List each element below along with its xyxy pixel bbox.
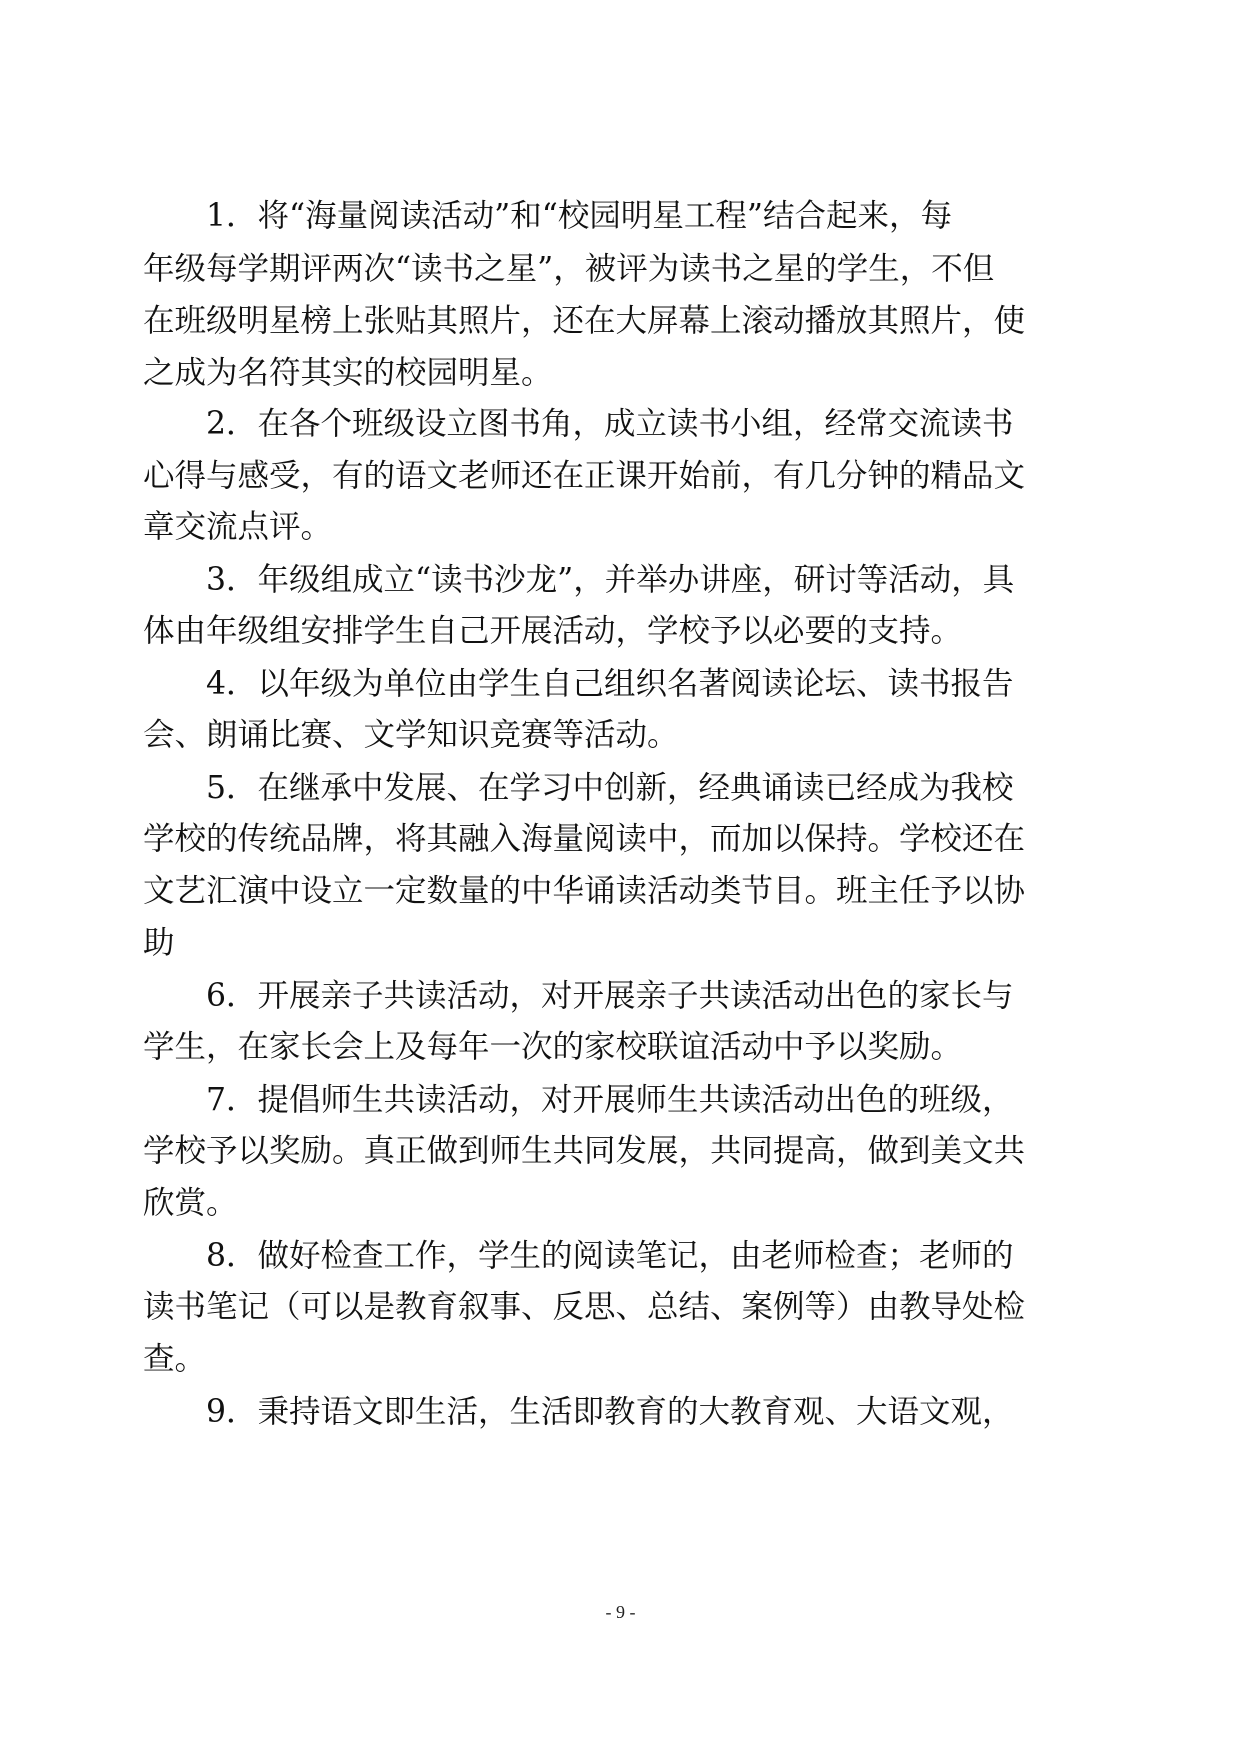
text-line: 7．提倡师生共读活动，对开展师生共读活动出色的班级， — [206, 1082, 1014, 1118]
text-line: 2．在各个班级设立图书角，成立读书小组，经常交流读书 — [206, 406, 1014, 442]
text-line: 9．秉持语文即生活，生活即教育的大教育观、大语文观， — [206, 1394, 1014, 1430]
text-line: 学生，在家长会上及每年一次的家校联谊活动中予以奖励。 — [143, 1029, 963, 1065]
text-line: 4．以年级为单位由学生自己组织名著阅读论坛、读书报告 — [206, 666, 1014, 702]
text-line: 助 — [143, 925, 175, 961]
text-line: 3．年级组成立“读书沙龙”，并举办讲座，研讨等活动，具 — [206, 562, 1015, 598]
text-line: 章交流点评。 — [143, 509, 333, 545]
text-line: 学校的传统品牌，将其融入海量阅读中，而加以保持。学校还在 — [143, 821, 1026, 857]
text-line: 年级每学期评两次“读书之星”，被评为读书之星的学生，不但 — [143, 251, 995, 287]
text-line: 心得与感受，有的语文老师还在正课开始前，有几分钟的精品文 — [143, 458, 1026, 494]
text-line: 读书笔记（可以是教育叙事、反思、总结、案例等）由教导处检 — [143, 1289, 1026, 1325]
text-line: 8．做好检查工作，学生的阅读笔记，由老师检查；老师的 — [206, 1238, 1014, 1274]
text-line: 之成为名符其实的校园明星。 — [143, 355, 553, 391]
page-number: - 9 - — [605, 1602, 636, 1622]
text-line: 查。 — [143, 1341, 207, 1377]
text-line: 文艺汇演中设立一定数量的中华诵读活动类节目。班主任予以协 — [143, 873, 1026, 909]
text-line: 欣赏。 — [143, 1185, 238, 1221]
text-line: 6．开展亲子共读活动，对开展亲子共读活动出色的家长与 — [206, 978, 1014, 1014]
text-line: 学校予以奖励。真正做到师生共同发展，共同提高，做到美文共 — [143, 1133, 1026, 1169]
text-line: 5．在继承中发展、在学习中创新，经典诵读已经成为我校 — [206, 770, 1014, 806]
text-line: 1．将“海量阅读活动”和“校园明星工程”结合起来，每 — [206, 198, 952, 234]
text-line: 会、朗诵比赛、文学知识竞赛等活动。 — [143, 717, 679, 753]
text-line: 在班级明星榜上张贴其照片，还在大屏幕上滚动播放其照片，使 — [143, 303, 1026, 339]
text-line: 体由年级组安排学生自己开展活动，学校予以必要的支持。 — [143, 613, 963, 649]
